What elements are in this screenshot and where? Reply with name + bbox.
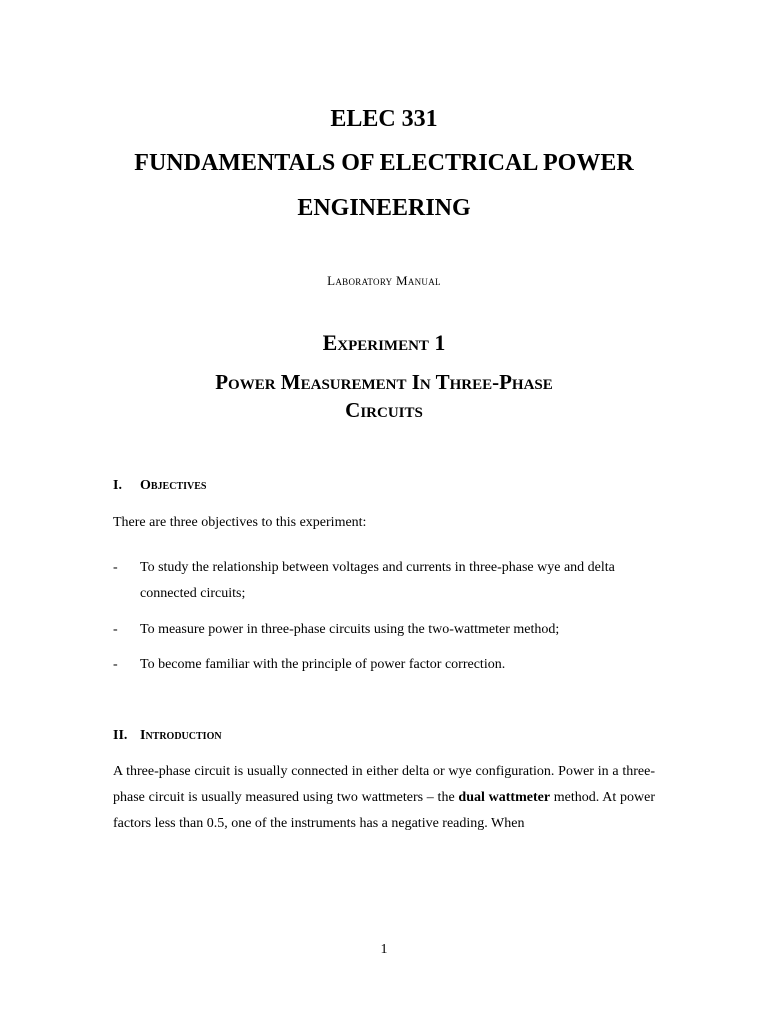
page-number: 1 <box>380 942 388 957</box>
objectives-intro: There are three objectives to this experiment: <box>113 515 367 530</box>
objective-item <box>113 617 655 643</box>
experiment-title-line-2: Circuits <box>345 398 423 422</box>
manual-label: Laboratory Manual <box>327 273 441 288</box>
course-code: ELEC 331 <box>330 106 438 132</box>
objectives-section-number: I. <box>113 478 122 493</box>
bullet-marker: - <box>113 622 118 637</box>
objective-text: To become familiar with the principle of power factor correction. <box>140 657 506 672</box>
objectives-heading <box>113 476 206 496</box>
introduction-heading <box>113 726 222 746</box>
experiment-title-line-1: Power Measurement In Three-Phase <box>215 370 553 394</box>
objective-item <box>113 652 655 678</box>
intro-text-end: method. At power factors less than 0.5, one of the instruments has a negative reading. When <box>113 790 656 831</box>
bullet-marker: - <box>113 560 118 575</box>
objective-text: To measure power in three-phase circuits using the two-wattmeter method; <box>140 622 560 637</box>
introduction-section-number: II. <box>113 728 128 743</box>
intro-bold-term: dual wattmeter <box>458 790 551 805</box>
introduction-paragraph <box>113 759 655 837</box>
objective-item <box>113 555 655 607</box>
experiment-number: Experiment 1 <box>322 330 446 355</box>
course-title-line-1: FUNDAMENTALS OF ELECTRICAL POWER <box>134 150 634 176</box>
introduction-section-title: Introduction <box>140 728 222 743</box>
objectives-section-title: Objectives <box>140 478 207 493</box>
intro-text-start: A three-phase circuit is usually connected in either delta or wye configuration. Power in a three-phase circuit is usually measured using two wattmeters – the <box>113 764 655 805</box>
course-title-line-2: ENGINEERING <box>297 195 471 221</box>
objective-text: To study the relationship between voltages and currents in three-phase wye and delta connected circuits; <box>140 560 615 601</box>
bullet-marker: - <box>113 657 118 672</box>
